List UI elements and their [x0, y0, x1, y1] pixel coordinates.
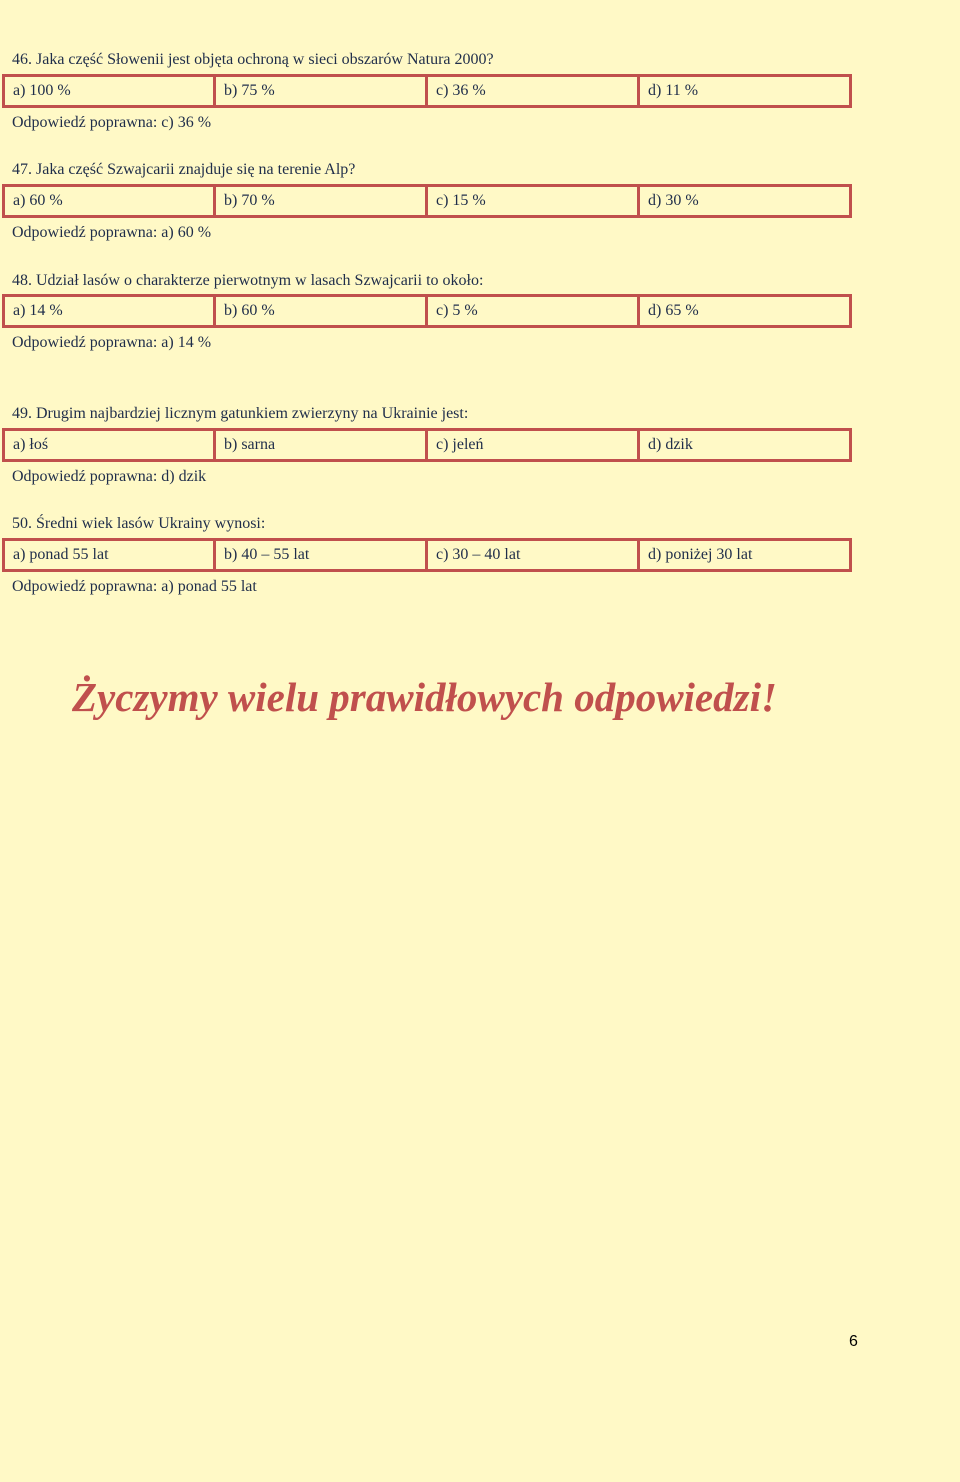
options-row-48	[2, 294, 852, 328]
question-48: 48. Udział lasów o charakterze pierwotnym w lasach Szwajcarii to około:	[12, 272, 484, 289]
answer-50: Odpowiedź poprawna: a) ponad 55 lat	[12, 578, 257, 595]
option-c: c) jeleń	[425, 428, 640, 462]
option-c: c) 36 %	[425, 74, 640, 108]
option-a: a) ponad 55 lat	[2, 538, 216, 572]
answer-46: Odpowiedź poprawna: c) 36 %	[12, 114, 212, 131]
options-row-47	[2, 184, 852, 218]
option-c: c) 5 %	[425, 294, 640, 328]
option-b: b) 70 %	[213, 184, 428, 218]
option-d: d) dzik	[637, 428, 852, 462]
option-b: b) 60 %	[213, 294, 428, 328]
option-c: c) 15 %	[425, 184, 640, 218]
option-a: a) 100 %	[2, 74, 216, 108]
option-d: d) 65 %	[637, 294, 852, 328]
option-a: a) łoś	[2, 428, 216, 462]
question-50: 50. Średni wiek lasów Ukrainy wynosi:	[12, 515, 266, 532]
option-c: c) 30 – 40 lat	[425, 538, 640, 572]
closing-message: Życzymy wielu prawidłowych odpowiedzi!	[72, 674, 777, 720]
options-row-46	[2, 74, 852, 108]
option-b: b) sarna	[213, 428, 428, 462]
page-number: 6	[849, 1333, 858, 1350]
option-d: d) 30 %	[637, 184, 852, 218]
answer-48: Odpowiedź poprawna: a) 14 %	[12, 334, 212, 351]
option-d: d) 11 %	[637, 74, 852, 108]
question-46: 46. Jaka część Słowenii jest objęta ochroną w sieci obszarów Natura 2000?	[12, 51, 494, 68]
options-row-49	[2, 428, 852, 462]
answer-47: Odpowiedź poprawna: a) 60 %	[12, 224, 212, 241]
answer-49: Odpowiedź poprawna: d) dzik	[12, 468, 207, 485]
options-row-50	[2, 538, 852, 572]
option-a: a) 60 %	[2, 184, 216, 218]
option-b: b) 75 %	[213, 74, 428, 108]
question-47: 47. Jaka część Szwajcarii znajduje się na terenie Alp?	[12, 161, 356, 178]
option-d: d) poniżej 30 lat	[637, 538, 852, 572]
option-b: b) 40 – 55 lat	[213, 538, 428, 572]
option-a: a) 14 %	[2, 294, 216, 328]
question-49: 49. Drugim najbardziej licznym gatunkiem zwierzyny na Ukrainie jest:	[12, 405, 469, 422]
